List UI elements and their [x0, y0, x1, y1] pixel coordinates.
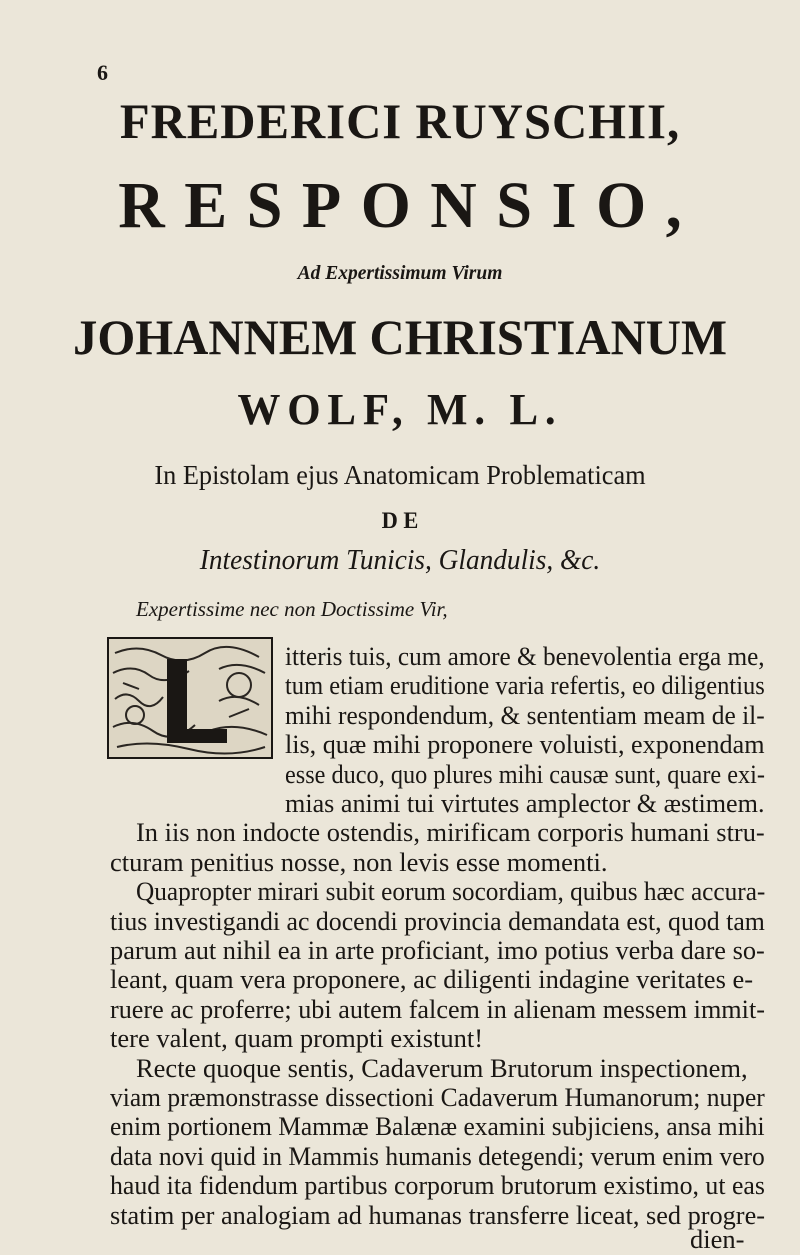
- body-line-3: mihi respondendum, & sententiam meam de il-: [285, 699, 765, 730]
- body-line-7: In iis non indocte ostendis, mirificam corporis humani stru-: [136, 817, 765, 848]
- body-line-8: cturam penitius nosse, non levis esse momenti.: [110, 846, 608, 877]
- subject-topic: Intestinorum Tunicis, Glandulis, &c.: [199, 545, 601, 576]
- addressee-name: JOHANNEM CHRISTIANUM: [72, 309, 728, 365]
- catchword: dien-: [690, 1223, 745, 1254]
- body-line-15: Recte quoque sentis, Cadaverum Brutorum inspectionem,: [136, 1052, 748, 1083]
- salutation: Expertissime nec non Doctissime Vir,: [136, 597, 448, 621]
- body-line-13: ruere ac proferre; ubi autem falcem in alienam messem immit-: [110, 993, 765, 1024]
- body-line-10: tius investigandi ac docendi provincia demandata est, quod tam: [110, 905, 765, 936]
- subject-preposition: D E: [381, 508, 419, 533]
- body-line-1: itteris tuis, cum amore & benevolentia erga me,: [285, 641, 765, 671]
- body-line-14: tere valent, quam prompti existunt!: [110, 1023, 484, 1054]
- body-line-20: statim per analogiam ad humanas transferre liceat, sed progre-: [110, 1199, 765, 1230]
- work-title: RESPONSIO,: [118, 169, 702, 242]
- dedication-line: Ad Expertissimum Virum: [297, 262, 503, 284]
- decorated-initial-icon: [107, 637, 273, 759]
- body-line-19: haud ita fidendum partibus corporum brutorum existimo, ut eas: [110, 1170, 765, 1201]
- body-line-18: data novi quid in Mammis humanis detegendi; verum enim vero: [110, 1140, 765, 1171]
- addressee-surname: WOLF, M. L.: [237, 385, 563, 434]
- author-heading: FREDERICI RUYSCHII,: [119, 93, 681, 149]
- body-line-9: Quapropter mirari subit eorum socordiam, quibus hæc accura-: [136, 876, 766, 907]
- body-line-6: mias animi tui virtutes amplector & æstimem.: [285, 788, 765, 818]
- body-line-12: leant, quam vera proponere, ac diligenti indagine veritates e-: [110, 964, 754, 995]
- subject-line: In Epistolam ejus Anatomicam Problematicam: [154, 460, 646, 490]
- body-line-5: esse duco, quo plures mihi causæ sunt, quare exi-: [285, 758, 765, 789]
- body-line-4: lis, quæ mihi proponere voluisti, exponendam: [285, 729, 765, 760]
- body-line-11: parum aut nihil ea in arte proficiant, imo potius verba dare so-: [110, 935, 765, 965]
- body-line-16: viam præmonstrasse dissectioni Cadaverum Humanorum; nuper: [110, 1082, 765, 1112]
- page-number: 6: [97, 60, 108, 85]
- body-line-2: tum etiam eruditione varia refertis, eo diligentius: [285, 670, 765, 701]
- body-line-17: enim portionem Mammæ Balænæ examini subjiciens, ansa mihi: [110, 1111, 765, 1142]
